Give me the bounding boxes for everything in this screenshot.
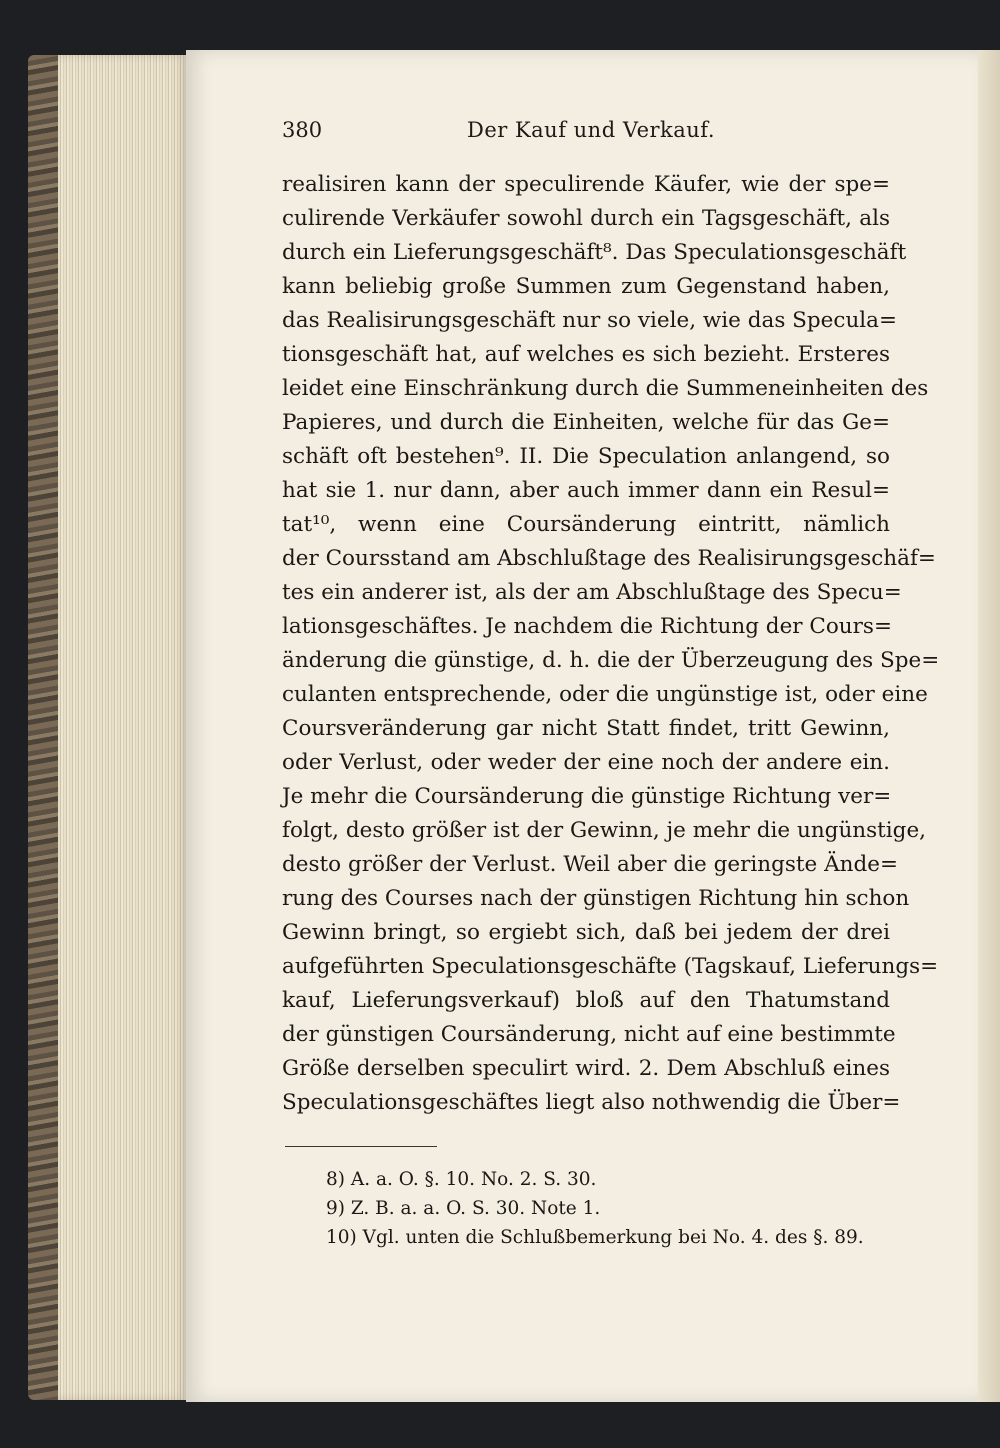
text-line: Gewinn bringt, so ergiebt sich, daß bei jedem der drei	[282, 920, 890, 945]
body-text	[282, 168, 940, 1120]
text-line: durch ein Lieferungsgeschäft⁸. Das Speculationsgeschäft	[282, 240, 907, 265]
text-line: rung des Courses nach der günstigen Richtung hin schon	[282, 886, 910, 911]
page-header	[282, 118, 892, 148]
page-number: 380	[282, 118, 323, 142]
text-line: culanten entsprechende, oder die ungünstige ist, oder eine	[282, 682, 928, 707]
footnote: 9) Z. B. a. a. O. S. 30. Note 1.	[326, 1198, 601, 1219]
footnotes	[326, 1165, 906, 1252]
text-line: Coursveränderung gar nicht Statt findet, tritt Gewinn,	[282, 716, 890, 741]
text-line: kann beliebig große Summen zum Gegenstand haben,	[282, 274, 890, 299]
text-line: änderung die günstige, d. h. die der Überzeugung des Spe=	[282, 648, 940, 673]
text-line: hat sie 1. nur dann, aber auch immer dann ein Resul=	[282, 478, 890, 503]
text-line: oder Verlust, oder weder der eine noch der andere ein.	[282, 750, 890, 775]
facing-page-edge	[978, 50, 1000, 1402]
text-line: Größe derselben speculirt wird. 2. Dem Abschluß eines	[282, 1056, 890, 1081]
text-line: der Coursstand am Abschlußtage des Realisirungsgeschäf=	[282, 546, 936, 571]
footnote: 10) Vgl. unten die Schlußbemerkung bei No. 4. des §. 89.	[326, 1227, 864, 1248]
text-line: das Realisirungsgeschäft nur so viele, wie das Specula=	[282, 308, 897, 333]
text-line: tionsgeschäft hat, auf welches es sich bezieht. Ersteres	[282, 342, 890, 367]
text-line: Je mehr die Coursänderung die günstige Richtung ver=	[282, 784, 892, 809]
page-edges	[58, 55, 188, 1400]
text-line: der günstigen Coursänderung, nicht auf eine bestimmte	[282, 1022, 896, 1047]
text-line: folgt, desto größer ist der Gewinn, je mehr die ungünstige,	[282, 818, 927, 843]
text-line: lationsgeschäftes. Je nachdem die Richtung der Cours=	[282, 614, 892, 639]
text-line: tat¹⁰, wenn eine Coursänderung eintritt, nämlich	[282, 512, 890, 537]
text-line: Papieres, und durch die Einheiten, welche für das Ge=	[282, 410, 890, 435]
footnote: 8) A. a. O. §. 10. No. 2. S. 30.	[326, 1169, 597, 1190]
footnote-rule	[285, 1146, 437, 1147]
text-line: leidet eine Einschränkung durch die Summeneinheiten des	[282, 376, 929, 401]
text-line: kauf, Lieferungsverkauf) bloß auf den Thatumstand	[282, 988, 890, 1013]
text-line: aufgeführten Speculationsgeschäfte (Tagskauf, Lieferungs=	[282, 954, 939, 979]
text-line: Speculationsgeschäftes liegt also nothwendig die Über=	[282, 1090, 901, 1115]
text-line: schäft oft bestehen⁹. II. Die Speculation anlangend, so	[282, 444, 890, 469]
text-line: desto größer der Verlust. Weil aber die geringste Ände=	[282, 852, 898, 877]
text-line: realisiren kann der speculirende Käufer, wie der spe=	[282, 172, 890, 197]
text-line: culirende Verkäufer sowohl durch ein Tagsgeschäft, als	[282, 206, 890, 231]
text-line: tes ein anderer ist, als der am Abschlußtage des Specu=	[282, 580, 902, 605]
running-title: Der Kauf und Verkauf.	[467, 118, 716, 142]
